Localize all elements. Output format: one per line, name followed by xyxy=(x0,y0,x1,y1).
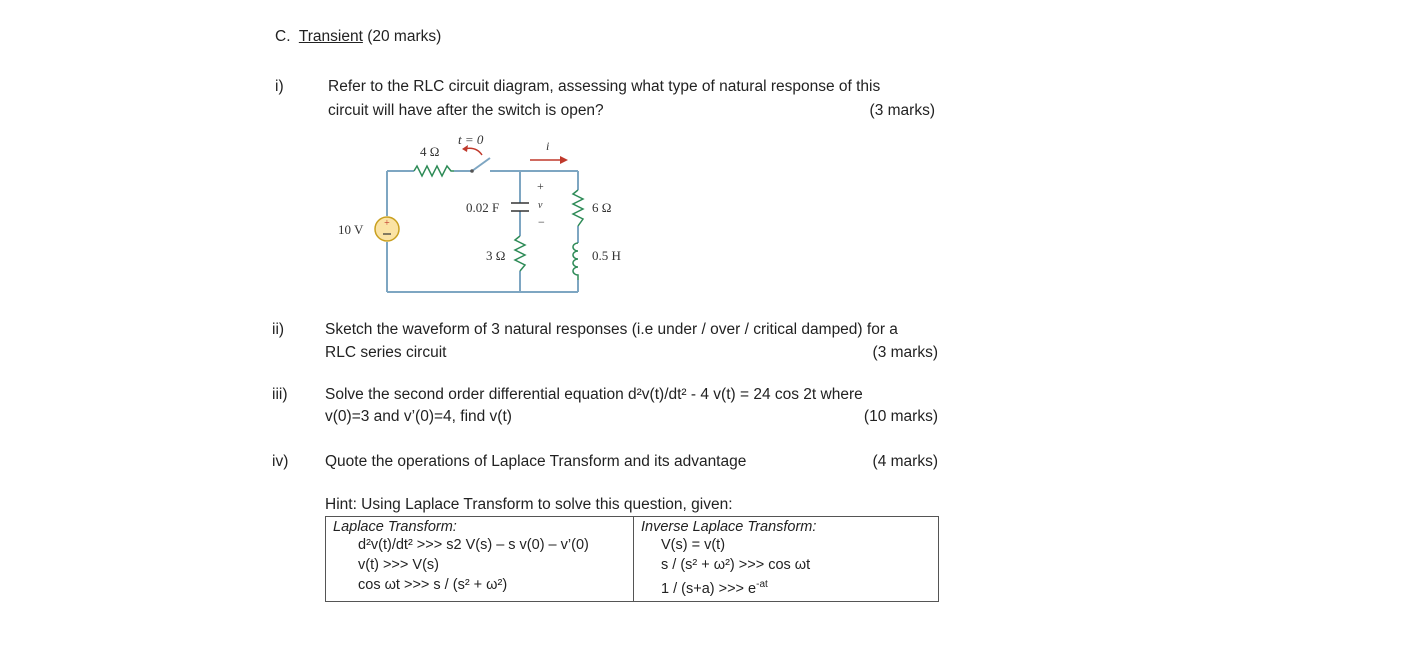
voltage-label: v xyxy=(538,200,543,211)
laplace-title: Laplace Transform: xyxy=(333,519,457,535)
capacitor-label: 0.02 F xyxy=(466,200,500,215)
laplace-line: d²v(t)/dt² >>> s2 V(s) – s v(0) – v’(0) xyxy=(358,537,589,553)
inverse-laplace-cell xyxy=(634,517,939,602)
laplace-line: cos ωt >>> s / (s² + ω²) xyxy=(358,577,508,593)
r3-label: 6 Ω xyxy=(592,200,612,215)
question-text-line1: Solve the second order differential equation d²v(t)/dt² - 4 v(t) = 24 cos 2t where xyxy=(325,386,863,403)
source-label: 10 V xyxy=(338,222,364,237)
inverse-laplace-line-wrap xyxy=(641,575,931,599)
switch-pivot-icon xyxy=(470,169,474,173)
question-number: i) xyxy=(275,78,284,95)
voltage-minus-label: − xyxy=(538,215,545,229)
laplace-table xyxy=(325,516,939,602)
current-arrowhead-icon xyxy=(560,156,568,164)
question-marks: (3 marks) xyxy=(872,344,938,361)
inductor-label: 0.5 H xyxy=(592,248,621,263)
question-text-line2: circuit will have after the switch is open? xyxy=(328,102,604,119)
question-text-line1: Quote the operations of Laplace Transform and its advantage xyxy=(325,453,747,470)
question-marks: (3 marks) xyxy=(869,102,935,119)
question-marks: (4 marks) xyxy=(872,453,938,470)
question-text-line2: v(0)=3 and v’(0)=4, find v(t) xyxy=(325,408,512,425)
inverse-laplace-line: s / (s² + ω²) >>> cos ωt xyxy=(661,557,811,573)
switch-label: t = 0 xyxy=(458,132,484,147)
exponent: -at xyxy=(756,579,768,590)
inverse-laplace-title: Inverse Laplace Transform: xyxy=(641,519,817,535)
hint-text: Hint: Using Laplace Transform to solve this question, given: xyxy=(325,496,733,513)
r2-label: 3 Ω xyxy=(486,248,506,263)
resistor-3ohm-icon xyxy=(515,236,525,271)
section-header xyxy=(275,28,441,46)
section-title: Transient xyxy=(298,28,363,45)
question-number: iii) xyxy=(272,386,288,403)
r1-label: 4 Ω xyxy=(420,144,440,159)
laplace-transform-cell xyxy=(326,517,634,602)
inverse-laplace-line: V(s) = v(t) xyxy=(661,537,726,553)
inductor-icon xyxy=(573,243,578,280)
question-number: iv) xyxy=(272,453,289,470)
current-label: i xyxy=(546,139,550,153)
laplace-line: v(t) >>> V(s) xyxy=(358,557,439,573)
question-text-line1: Refer to the RLC circuit diagram, assessing what type of natural response of this xyxy=(328,78,881,95)
inverse-laplace-line: 1 / (s+a) >>> e xyxy=(661,580,757,597)
section-label: C. xyxy=(275,28,291,45)
resistor-6ohm-icon xyxy=(573,190,583,226)
switch-blade-icon xyxy=(472,158,490,171)
voltage-plus-label: + xyxy=(537,179,544,193)
rlc-circuit-diagram xyxy=(330,128,640,298)
resistor-4ohm-icon xyxy=(414,166,454,176)
section-marks: (20 marks) xyxy=(367,28,442,45)
question-text-line1: Sketch the waveform of 3 natural responses (i.e under / over / critical damped) for a xyxy=(325,321,898,338)
question-marks: (10 marks) xyxy=(863,408,938,425)
question-text-line2: RLC series circuit xyxy=(325,344,447,361)
source-plus-icon: + xyxy=(384,218,390,229)
question-number: ii) xyxy=(272,321,285,338)
